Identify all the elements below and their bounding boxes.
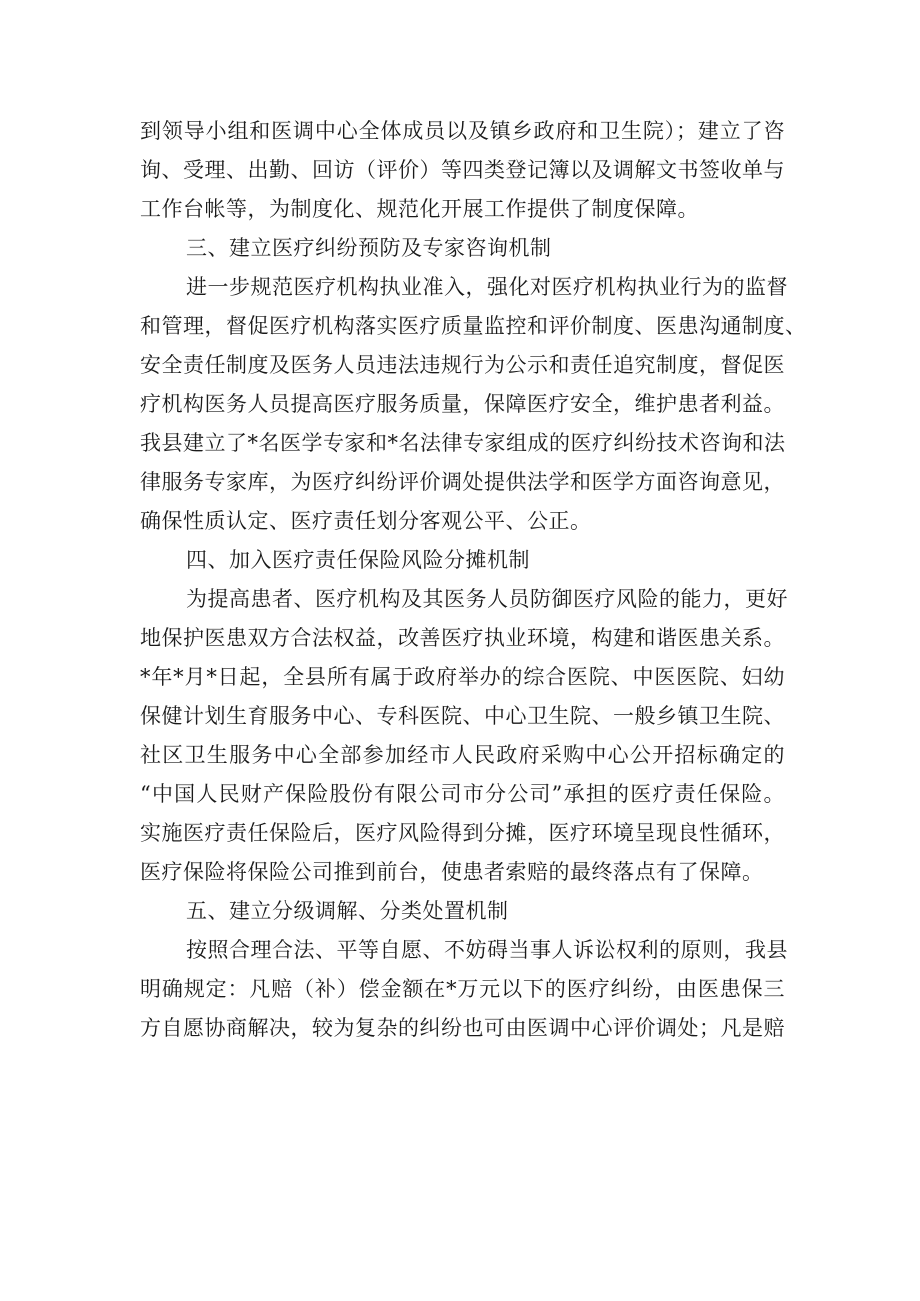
body-line: 我县建立了*名医学专家和*名法律专家组成的医疗纠纷技术咨询和法 <box>140 431 786 455</box>
body-line: 询、受理、出勤、回访（评价）等四类登记簿以及调解文书签收单与 <box>140 158 785 182</box>
document-body <box>140 112 807 1048</box>
section-heading: 三、建立医疗纠纷预防及专家咨询机制 <box>186 236 552 260</box>
body-line: 安全责任制度及医务人员违法违规行为公示和责任追究制度，督促医 <box>140 353 785 377</box>
body-line: 保健计划生育服务中心、专科医院、中心卫生院、一般乡镇卫生院、 <box>140 704 785 728</box>
body-line: 按照合理合法、平等自愿、不妨碍当事人诉讼权利的原则，我县 <box>186 938 788 962</box>
body-line: 社区卫生服务中心全部参加经市人民政府采购中心公开招标确定的 <box>140 743 785 767</box>
body-line: 进一步规范医疗机构执业准入，强化对医疗机构执业行为的监督 <box>186 275 788 299</box>
body-line: 律服务专家库，为医疗纠纷评价调处提供法学和医学方面咨询意见， <box>140 470 785 494</box>
body-line: 实施医疗责任保险后，医疗风险得到分摊，医疗环境呈现良性循环， <box>140 821 785 845</box>
body-line: 工作台帐等，为制度化、规范化开展工作提供了制度保障。 <box>140 197 699 221</box>
body-line: 为提高患者、医疗机构及其医务人员防御医疗风险的能力，更好 <box>186 587 788 611</box>
body-line: 医疗保险将保险公司推到前台，使患者索赔的最终落点有了保障。 <box>140 860 764 884</box>
body-line: *年*月*日起，全县所有属于政府举办的综合医院、中医医院、妇幼 <box>140 665 785 689</box>
body-line: 地保护医患双方合法权益，改善医疗执业环境，构建和谐医患关系。 <box>140 626 785 650</box>
body-line: 明确规定：凡赔（补）偿金额在*万元以下的医疗纠纷，由医患保三 <box>140 977 785 1001</box>
body-line: 确保性质认定、医疗责任划分客观公平、公正。 <box>140 509 592 533</box>
body-line: 到领导小组和医调中心全体成员以及镇乡政府和卫生院）；建立了咨 <box>140 119 785 143</box>
body-line: “中国人民财产保险股份有限公司市分公司”承担的医疗责任保险。 <box>140 782 785 806</box>
body-line: 疗机构医务人员提高医疗服务质量，保障医疗安全，维护患者利益。 <box>140 392 785 416</box>
body-line: 和管理，督促医疗机构落实医疗质量监控和评价制度、医患沟通制度、 <box>140 314 807 338</box>
body-line: 方自愿协商解决，较为复杂的纠纷也可由医调中心评价调处；凡是赔 <box>140 1016 785 1040</box>
section-heading: 四、加入医疗责任保险风险分摊机制 <box>186 548 530 572</box>
section-heading: 五、建立分级调解、分类处置机制 <box>186 899 509 923</box>
